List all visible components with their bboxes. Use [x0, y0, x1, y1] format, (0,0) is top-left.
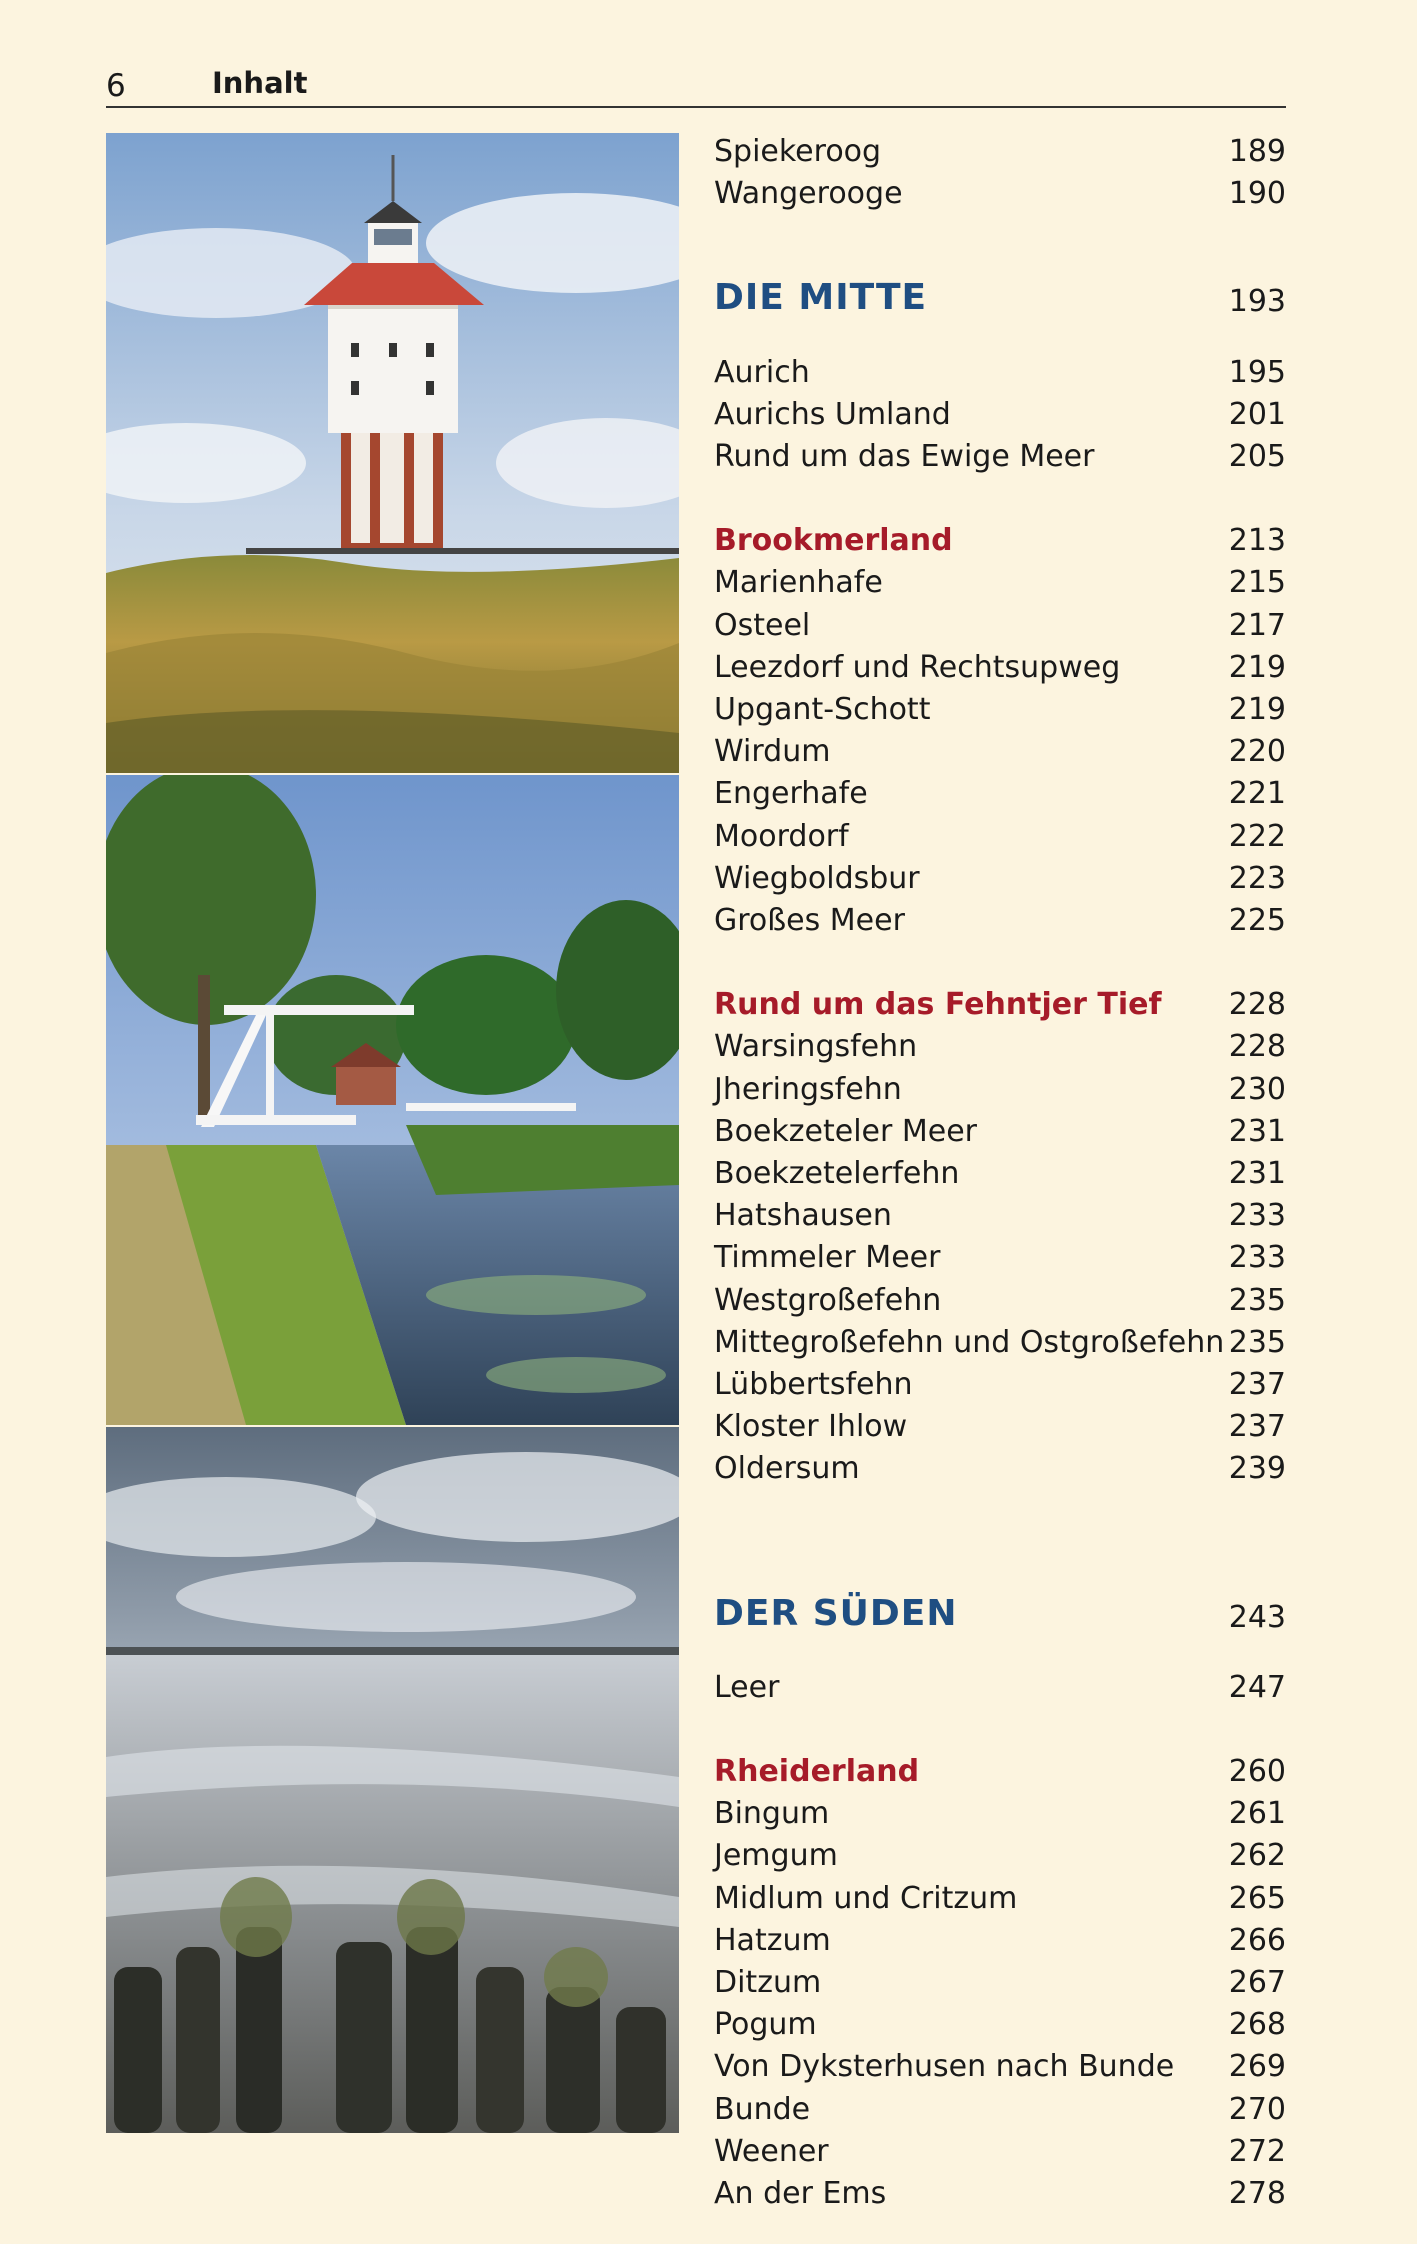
toc-entry-page: 262 [1228, 1838, 1286, 1873]
toc-entry-page: 230 [1228, 1072, 1286, 1107]
toc-entry-title: Hatzum [714, 1923, 831, 1958]
toc-entry [714, 1364, 1286, 1406]
toc-entry-title: Von Dyksterhusen nach Bunde [714, 2049, 1175, 2084]
toc-entry-title: Wiegboldsbur [714, 861, 920, 896]
toc-entry [714, 1237, 1286, 1279]
toc-entry [714, 1878, 1286, 1920]
toc-entry-title: Mittegroßefehn und Ostgroßefehn [714, 1325, 1225, 1360]
toc-entry [714, 352, 1286, 394]
toc-entry [714, 1322, 1286, 1364]
toc-entry-title: Lübbertsfehn [714, 1367, 913, 1402]
toc-entry [714, 2004, 1286, 2046]
toc-entry-page: 223 [1228, 861, 1286, 896]
toc-entry [714, 1962, 1286, 2004]
toc-entry-title: Leer [714, 1670, 780, 1705]
toc-entry [714, 1195, 1286, 1237]
toc-entry [714, 858, 1286, 900]
toc-entry-title: Boekzeteler Meer [714, 1114, 977, 1149]
toc-entry-title: Rheiderland [714, 1754, 920, 1789]
toc-entry-page: 247 [1228, 1670, 1286, 1705]
toc-entry-page: 219 [1228, 650, 1286, 685]
page-number: 6 [106, 68, 126, 104]
toc-entry-page: 237 [1228, 1409, 1286, 1444]
toc-entry [714, 816, 1286, 858]
toc-entry-title: Pogum [714, 2007, 817, 2042]
toc-entry-title: Jheringsfehn [714, 1072, 902, 1107]
toc-entry-page: 228 [1228, 1029, 1286, 1064]
toc-entry [714, 1026, 1286, 1068]
toc-entry-page: 215 [1228, 565, 1286, 600]
toc-entry [714, 1920, 1286, 1962]
toc-entry-page: 228 [1228, 987, 1286, 1022]
toc-entry [714, 1153, 1286, 1195]
toc-entry [714, 1280, 1286, 1322]
toc-entry [714, 2089, 1286, 2131]
toc-entry-title: Upgant-Schott [714, 692, 931, 727]
toc-entry-title: Bunde [714, 2092, 811, 2127]
toc-entry-title: Moordorf [714, 819, 849, 854]
toc-entry-title: Spiekeroog [714, 134, 882, 169]
toc-entry-page: 272 [1228, 2134, 1286, 2169]
toc-entry-title: Brookmerland [714, 523, 953, 558]
toc-entry-page: 217 [1228, 608, 1286, 643]
toc-entry-title: Wirdum [714, 734, 831, 769]
toc-entry-page: 266 [1228, 1923, 1286, 1958]
toc-entry-title: Großes Meer [714, 903, 905, 938]
toc-entry-title: Warsingsfehn [714, 1029, 918, 1064]
toc-entry [714, 647, 1286, 689]
toc-entry [714, 1111, 1286, 1153]
toc-entry-title: Engerhafe [714, 776, 868, 811]
toc-entry-title: Aurich [714, 355, 810, 390]
photo-column [106, 133, 679, 2133]
toc-entry-title: Weener [714, 2134, 829, 2169]
toc-entry-page: 231 [1228, 1114, 1286, 1149]
toc-entry [714, 2046, 1286, 2088]
toc-entry [714, 1448, 1286, 1490]
toc-entry-page: 278 [1228, 2176, 1286, 2211]
toc-entry [714, 131, 1286, 173]
toc-entry-page: 233 [1228, 1198, 1286, 1233]
toc-entry-title: Bingum [714, 1796, 830, 1831]
toc-entry-title: Oldersum [714, 1451, 860, 1486]
photo-canal-drawbridge [106, 775, 679, 1425]
toc-entry-page: 239 [1228, 1451, 1286, 1486]
toc-entry-page: 243 [1228, 1600, 1286, 1635]
toc-entry [714, 1667, 1286, 1709]
toc-subsection [714, 1751, 1286, 1793]
toc-entry [714, 1793, 1286, 1835]
toc-entry-title: Hatshausen [714, 1198, 892, 1233]
toc-entry-page: 219 [1228, 692, 1286, 727]
toc-entry-page: 235 [1228, 1325, 1286, 1360]
toc-entry-title: Leezdorf und Rechtsupweg [714, 650, 1121, 685]
toc-entry-title: Boekzetelerfehn [714, 1156, 960, 1191]
toc-entry-page: 269 [1228, 2049, 1286, 2084]
toc-subsection [714, 984, 1286, 1026]
toc-entry-title: Jemgum [714, 1838, 838, 1873]
toc-section [714, 1593, 1286, 1639]
toc-entry-title: An der Ems [714, 2176, 887, 2211]
toc-entry [714, 394, 1286, 436]
toc-entry [714, 731, 1286, 773]
toc-entry-title: Ditzum [714, 1965, 822, 2000]
photo-mudflats [106, 1427, 679, 2133]
toc-entry-page: 193 [1228, 284, 1286, 319]
toc-entry-page: 231 [1228, 1156, 1286, 1191]
toc-entry [714, 436, 1286, 478]
toc-entry-page: 233 [1228, 1240, 1286, 1275]
toc-entry-page: 235 [1228, 1283, 1286, 1318]
toc-entry-title: Aurichs Umland [714, 397, 951, 432]
toc-entry-page: 195 [1228, 355, 1286, 390]
toc-entry-page: 225 [1228, 903, 1286, 938]
toc-entry-page: 237 [1228, 1367, 1286, 1402]
toc-entry-page: 220 [1228, 734, 1286, 769]
toc-entry-page: 189 [1228, 134, 1286, 169]
toc-entry-title: Rund um das Ewige Meer [714, 439, 1095, 474]
toc-entry [714, 2173, 1286, 2215]
toc-entry-title: DIE MITTE [714, 277, 928, 318]
toc-entry-title: Rund um das Fehntjer Tief [714, 987, 1162, 1022]
toc-entry [714, 900, 1286, 942]
toc-entry [714, 2131, 1286, 2173]
toc-entry-title: Marienhafe [714, 565, 883, 600]
toc-entry-page: 201 [1228, 397, 1286, 432]
toc-entry [714, 173, 1286, 215]
toc-entry [714, 1835, 1286, 1877]
toc-section [714, 277, 1286, 323]
toc-entry-page: 190 [1228, 176, 1286, 211]
toc-entry-page: 205 [1228, 439, 1286, 474]
toc-entry-page: 261 [1228, 1796, 1286, 1831]
toc-entry-title: Westgroßefehn [714, 1283, 942, 1318]
toc-subsection [714, 520, 1286, 562]
toc-entry [714, 1406, 1286, 1448]
toc-entry-title: Timmeler Meer [714, 1240, 941, 1275]
toc-entry-title: DER SÜDEN [714, 1593, 958, 1634]
toc-entry-page: 260 [1228, 1754, 1286, 1789]
toc-entry-page: 213 [1228, 523, 1286, 558]
running-title: Inhalt [212, 66, 308, 100]
toc-entry-title: Kloster Ihlow [714, 1409, 908, 1444]
toc-entry-page: 265 [1228, 1881, 1286, 1916]
photo-water-tower [106, 133, 679, 773]
page-header [106, 64, 1286, 108]
toc-entry [714, 562, 1286, 604]
toc-entry [714, 689, 1286, 731]
toc-entry-page: 267 [1228, 1965, 1286, 2000]
toc-entry-title: Midlum und Critzum [714, 1881, 1018, 1916]
toc-entry [714, 773, 1286, 815]
toc-entry-page: 268 [1228, 2007, 1286, 2042]
toc-entry-page: 222 [1228, 819, 1286, 854]
toc-entry-title: Wangerooge [714, 176, 903, 211]
toc-entry-page: 270 [1228, 2092, 1286, 2127]
toc-entry [714, 1069, 1286, 1111]
toc-entry-page: 221 [1228, 776, 1286, 811]
toc-entry [714, 605, 1286, 647]
toc-entry-title: Osteel [714, 608, 811, 643]
